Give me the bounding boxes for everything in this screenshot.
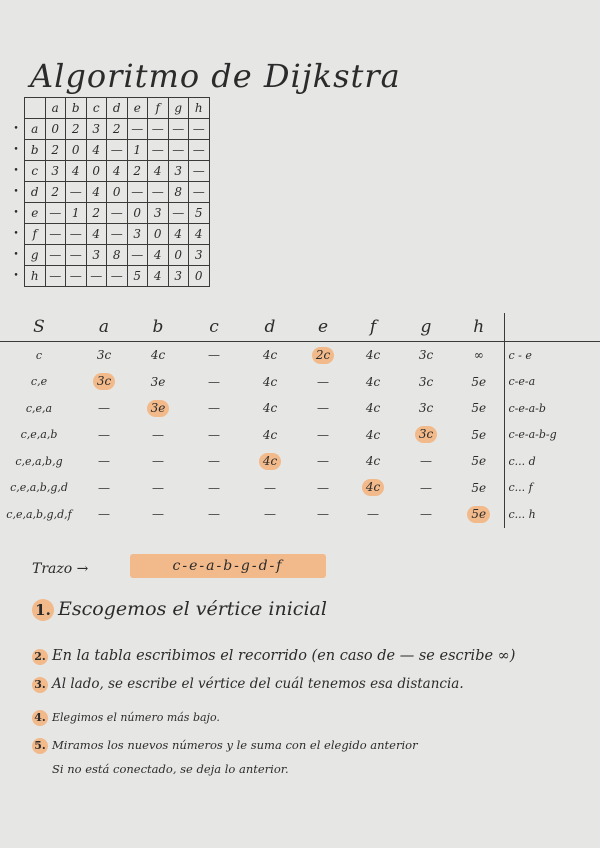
page-title: Algoritmo de Dijkstra <box>30 57 401 96</box>
matrix-cell: — <box>45 203 66 224</box>
distance-cell <box>130 395 186 422</box>
distance-cell <box>454 475 504 502</box>
matrix-row <box>8 266 209 287</box>
distance-value: — <box>152 480 164 495</box>
distance-cell <box>242 448 298 475</box>
distance-value: — <box>420 480 432 495</box>
matrix-cell: 1 <box>127 140 148 161</box>
distance-value: — <box>208 454 220 469</box>
visited-set: c <box>35 348 43 362</box>
bullet-dot: • <box>13 229 19 239</box>
distance-cell <box>454 369 504 396</box>
step-number: 2. <box>32 649 48 665</box>
distance-value: — <box>98 480 110 495</box>
matrix-cell: — <box>107 224 128 245</box>
step-number: 1. <box>32 599 54 621</box>
matrix-cell: — <box>107 266 128 287</box>
adjacency-matrix <box>8 97 210 287</box>
visited-set: c,e <box>30 375 48 389</box>
matrix-cell: 0 <box>86 161 107 182</box>
distance-cell <box>298 501 348 528</box>
matrix-cell: — <box>148 119 169 140</box>
matrix-cell: 3 <box>45 161 66 182</box>
distance-cell <box>186 501 242 528</box>
matrix-cell: — <box>45 266 66 287</box>
route-cell: c-e-a-b <box>504 395 600 422</box>
matrix-header-cell: b <box>66 98 87 119</box>
visited-set: c,e,a <box>25 401 53 415</box>
distance-cell <box>454 501 504 528</box>
distance-value: 5e <box>471 454 487 469</box>
bullet-dot: • <box>13 250 19 260</box>
distance-cell <box>186 342 242 369</box>
matrix-row-label: a <box>25 119 46 140</box>
dijkstra-table <box>0 313 600 528</box>
distance-cell <box>398 475 454 502</box>
distance-cell <box>242 369 298 396</box>
route-cell: c... d <box>504 448 600 475</box>
distance-value: — <box>208 374 220 389</box>
visited-set: c,e,a,b <box>20 428 58 442</box>
distance-value: 3e <box>150 374 166 389</box>
matrix-cell: — <box>86 266 107 287</box>
step-text: Miramos los nuevos números y le suma con el elegido anterior <box>52 738 418 752</box>
distance-value: — <box>317 374 329 389</box>
matrix-cell: — <box>45 224 66 245</box>
matrix-cell: 4 <box>148 266 169 287</box>
matrix-cell: 2 <box>127 161 148 182</box>
matrix-cell: 4 <box>107 161 128 182</box>
matrix-cell: — <box>168 140 189 161</box>
step-1 <box>32 598 327 621</box>
step-text: Al lado, se escribe el vértice del cuál tenemos esa distancia. <box>52 676 464 692</box>
path-row <box>32 558 284 577</box>
distance-cell <box>78 501 130 528</box>
matrix-cell: 2 <box>86 203 107 224</box>
distance-cell <box>298 475 348 502</box>
matrix-cell: — <box>189 182 210 203</box>
matrix-cell: — <box>66 224 87 245</box>
dijkstra-header-cell <box>504 313 600 342</box>
adjacency-table <box>8 97 210 287</box>
bullet-spacer <box>8 98 25 119</box>
distance-cell <box>454 342 504 369</box>
distance-cell <box>298 369 348 396</box>
bullet-dot: • <box>13 124 19 134</box>
distance-cell <box>78 369 130 396</box>
distance-value: — <box>208 427 220 442</box>
matrix-header-cell: g <box>168 98 189 119</box>
matrix-cell: 0 <box>168 245 189 266</box>
matrix-cell: — <box>168 119 189 140</box>
step-number: 5. <box>32 738 48 754</box>
dijkstra-row <box>0 422 600 449</box>
matrix-cell: 0 <box>107 182 128 203</box>
matrix-cell: — <box>168 203 189 224</box>
matrix-cell: 3 <box>189 245 210 266</box>
selected-distance: 4c <box>259 453 281 470</box>
matrix-cell: — <box>148 182 169 203</box>
matrix-cell: 4 <box>86 224 107 245</box>
distance-value: — <box>98 427 110 442</box>
bullet-dot: • <box>13 271 19 281</box>
distance-value: 4c <box>365 348 381 363</box>
distance-cell <box>78 422 130 449</box>
dijkstra-header-cell: a <box>78 313 130 342</box>
route-cell: c-e-a-b-g <box>504 422 600 449</box>
matrix-cell: — <box>66 245 87 266</box>
matrix-cell: 8 <box>168 182 189 203</box>
matrix-header-cell <box>25 98 46 119</box>
dijkstra-row <box>0 448 600 475</box>
matrix-cell: — <box>127 182 148 203</box>
matrix-row-label: e <box>25 203 46 224</box>
dijkstra-row <box>0 501 600 528</box>
matrix-header-cell: e <box>127 98 148 119</box>
distance-value: — <box>208 507 220 522</box>
dijkstra-row <box>0 369 600 396</box>
step-text: Elegimos el número más bajo. <box>52 711 220 724</box>
path-label: Trazo → <box>32 561 89 577</box>
matrix-row-label: b <box>25 140 46 161</box>
matrix-cell: — <box>189 140 210 161</box>
distance-cell <box>130 448 186 475</box>
distance-cell <box>398 448 454 475</box>
distance-value: 4c <box>262 427 278 442</box>
distance-cell <box>78 475 130 502</box>
distance-value: — <box>264 507 276 522</box>
distance-value: — <box>264 480 276 495</box>
matrix-cell: 1 <box>66 203 87 224</box>
visited-set: c,e,a,b,g,d,f <box>6 507 72 521</box>
distance-cell <box>130 422 186 449</box>
matrix-cell: — <box>148 140 169 161</box>
distance-value: 3c <box>418 348 434 363</box>
bullet-dot: • <box>13 208 19 218</box>
matrix-cell: 5 <box>127 266 148 287</box>
matrix-cell: 4 <box>66 161 87 182</box>
dijkstra-row <box>0 342 600 369</box>
distance-value: — <box>98 454 110 469</box>
distance-value: 3c <box>418 401 434 416</box>
distance-value: — <box>317 427 329 442</box>
selected-distance: 4c <box>362 479 384 496</box>
matrix-cell: 5 <box>189 203 210 224</box>
matrix-header-cell: c <box>86 98 107 119</box>
distance-cell <box>242 475 298 502</box>
dijkstra-header-cell: g <box>398 313 454 342</box>
step-3 <box>32 676 464 693</box>
distance-value: — <box>152 507 164 522</box>
distance-cell <box>348 475 398 502</box>
matrix-cell: 3 <box>127 224 148 245</box>
route-cell: c... f <box>504 475 600 502</box>
matrix-cell: — <box>107 140 128 161</box>
distance-value: 4c <box>365 374 381 389</box>
distance-value: — <box>420 454 432 469</box>
distance-cell <box>348 501 398 528</box>
dijkstra-header-cell: S <box>0 313 78 342</box>
distance-cell <box>186 422 242 449</box>
distance-value: — <box>317 454 329 469</box>
distance-cell <box>130 369 186 396</box>
matrix-cell: — <box>66 182 87 203</box>
matrix-cell: 0 <box>127 203 148 224</box>
matrix-row <box>8 245 209 266</box>
matrix-cell: — <box>127 245 148 266</box>
dijkstra-header-cell: c <box>186 313 242 342</box>
distance-value: 5e <box>471 374 487 389</box>
distance-cell <box>398 422 454 449</box>
matrix-row <box>8 182 209 203</box>
bullet-dot: • <box>13 187 19 197</box>
distance-cell <box>348 395 398 422</box>
matrix-cell: 4 <box>148 161 169 182</box>
step-number: 4. <box>32 710 48 726</box>
dijkstra-table-section <box>0 313 600 528</box>
step-text: Escogemos el vértice inicial <box>58 598 327 620</box>
distance-value: 4c <box>150 348 166 363</box>
matrix-header-cell: d <box>107 98 128 119</box>
distance-value: 5e <box>471 427 487 442</box>
matrix-cell: 2 <box>66 119 87 140</box>
distance-cell <box>348 342 398 369</box>
distance-cell <box>454 422 504 449</box>
distance-value: — <box>152 454 164 469</box>
dijkstra-header-cell: e <box>298 313 348 342</box>
matrix-row <box>8 140 209 161</box>
distance-cell <box>348 422 398 449</box>
distance-value: 4c <box>365 454 381 469</box>
matrix-cell: 8 <box>107 245 128 266</box>
distance-cell <box>242 395 298 422</box>
distance-value: — <box>98 507 110 522</box>
matrix-row-label: d <box>25 182 46 203</box>
route-cell: c... h <box>504 501 600 528</box>
matrix-row-label: c <box>25 161 46 182</box>
matrix-cell: 4 <box>86 140 107 161</box>
matrix-cell: 3 <box>86 245 107 266</box>
step-2 <box>32 648 515 665</box>
matrix-header-cell: h <box>189 98 210 119</box>
distance-cell <box>78 448 130 475</box>
step-4 <box>32 710 220 726</box>
step-5 <box>32 738 418 754</box>
matrix-row-label: h <box>25 266 46 287</box>
distance-cell <box>78 395 130 422</box>
matrix-row-label: f <box>25 224 46 245</box>
matrix-cell: 2 <box>45 140 66 161</box>
distance-cell <box>186 475 242 502</box>
dijkstra-header-cell: b <box>130 313 186 342</box>
bullet-dot: • <box>13 145 19 155</box>
distance-cell <box>398 342 454 369</box>
matrix-cell: 3 <box>168 266 189 287</box>
distance-value: 4c <box>262 374 278 389</box>
distance-cell <box>348 448 398 475</box>
visited-set: c,e,a,b,g,d <box>10 481 68 495</box>
distance-value: — <box>317 507 329 522</box>
distance-value: — <box>367 507 379 522</box>
matrix-cell: 0 <box>189 266 210 287</box>
visited-set: c,e,a,b,g <box>15 454 63 468</box>
distance-cell <box>398 501 454 528</box>
matrix-cell: 0 <box>45 119 66 140</box>
distance-cell <box>454 395 504 422</box>
distance-cell <box>186 369 242 396</box>
distance-value: — <box>208 401 220 416</box>
distance-value: 5e <box>471 480 487 495</box>
distance-value: 4c <box>262 401 278 416</box>
matrix-cell: — <box>66 266 87 287</box>
selected-distance: 3c <box>93 373 115 390</box>
selected-distance: 5e <box>467 506 490 523</box>
distance-cell <box>130 342 186 369</box>
matrix-cell: — <box>45 245 66 266</box>
distance-cell <box>242 342 298 369</box>
matrix-cell: 4 <box>168 224 189 245</box>
matrix-cell: 4 <box>189 224 210 245</box>
distance-value: — <box>420 507 432 522</box>
distance-value: — <box>152 427 164 442</box>
matrix-cell: 2 <box>45 182 66 203</box>
matrix-cell: 3 <box>148 203 169 224</box>
bullet-dot: • <box>13 166 19 176</box>
path-value: c-e-a-b-g-d-f <box>130 554 326 578</box>
distance-value: — <box>317 401 329 416</box>
matrix-cell: — <box>127 119 148 140</box>
distance-cell <box>398 369 454 396</box>
matrix-cell: 0 <box>148 224 169 245</box>
distance-cell <box>186 448 242 475</box>
matrix-cell: 3 <box>86 119 107 140</box>
distance-cell <box>242 501 298 528</box>
distance-cell <box>130 475 186 502</box>
distance-value: — <box>208 480 220 495</box>
dijkstra-row <box>0 395 600 422</box>
route-cell: c-e-a <box>504 369 600 396</box>
distance-value: 4c <box>365 427 381 442</box>
matrix-cell: 0 <box>66 140 87 161</box>
distance-value: — <box>317 480 329 495</box>
matrix-cell: — <box>107 203 128 224</box>
matrix-row <box>8 161 209 182</box>
matrix-cell: 3 <box>168 161 189 182</box>
matrix-header-cell: a <box>45 98 66 119</box>
dijkstra-header-cell: h <box>454 313 504 342</box>
step-number: 3. <box>32 677 48 693</box>
matrix-cell: — <box>189 161 210 182</box>
distance-cell <box>130 501 186 528</box>
selected-distance: 3e <box>147 400 170 417</box>
matrix-header-cell: f <box>148 98 169 119</box>
distance-value: — <box>98 401 110 416</box>
matrix-row <box>8 119 209 140</box>
distance-cell <box>298 422 348 449</box>
distance-cell <box>348 369 398 396</box>
matrix-cell: 4 <box>86 182 107 203</box>
step-text: En la tabla escribimos el recorrido (en caso de — se escribe ∞) <box>52 648 516 664</box>
dijkstra-header-cell: f <box>348 313 398 342</box>
distance-value: ∞ <box>473 348 484 363</box>
distance-value: — <box>208 348 220 363</box>
distance-value: 5e <box>471 401 487 416</box>
matrix-row <box>8 224 209 245</box>
matrix-row-label: g <box>25 245 46 266</box>
distance-value: 4c <box>262 348 278 363</box>
distance-cell <box>186 395 242 422</box>
dijkstra-header-cell: d <box>242 313 298 342</box>
distance-value: 3c <box>418 374 434 389</box>
matrix-cell: 4 <box>148 245 169 266</box>
selected-distance: 2c <box>312 347 334 364</box>
distance-cell <box>242 422 298 449</box>
matrix-row <box>8 203 209 224</box>
step-5-note: Si no está conectado, se deja lo anterior. <box>52 762 289 776</box>
distance-cell <box>454 448 504 475</box>
distance-value: 3c <box>96 348 112 363</box>
distance-cell <box>298 342 348 369</box>
dijkstra-row <box>0 475 600 502</box>
selected-distance: 3c <box>415 426 437 443</box>
route-cell: c - e <box>504 342 600 369</box>
distance-cell <box>78 342 130 369</box>
distance-cell <box>298 395 348 422</box>
distance-cell <box>398 395 454 422</box>
distance-cell <box>298 448 348 475</box>
distance-value: 4c <box>365 401 381 416</box>
matrix-cell: 2 <box>107 119 128 140</box>
matrix-cell: — <box>189 119 210 140</box>
